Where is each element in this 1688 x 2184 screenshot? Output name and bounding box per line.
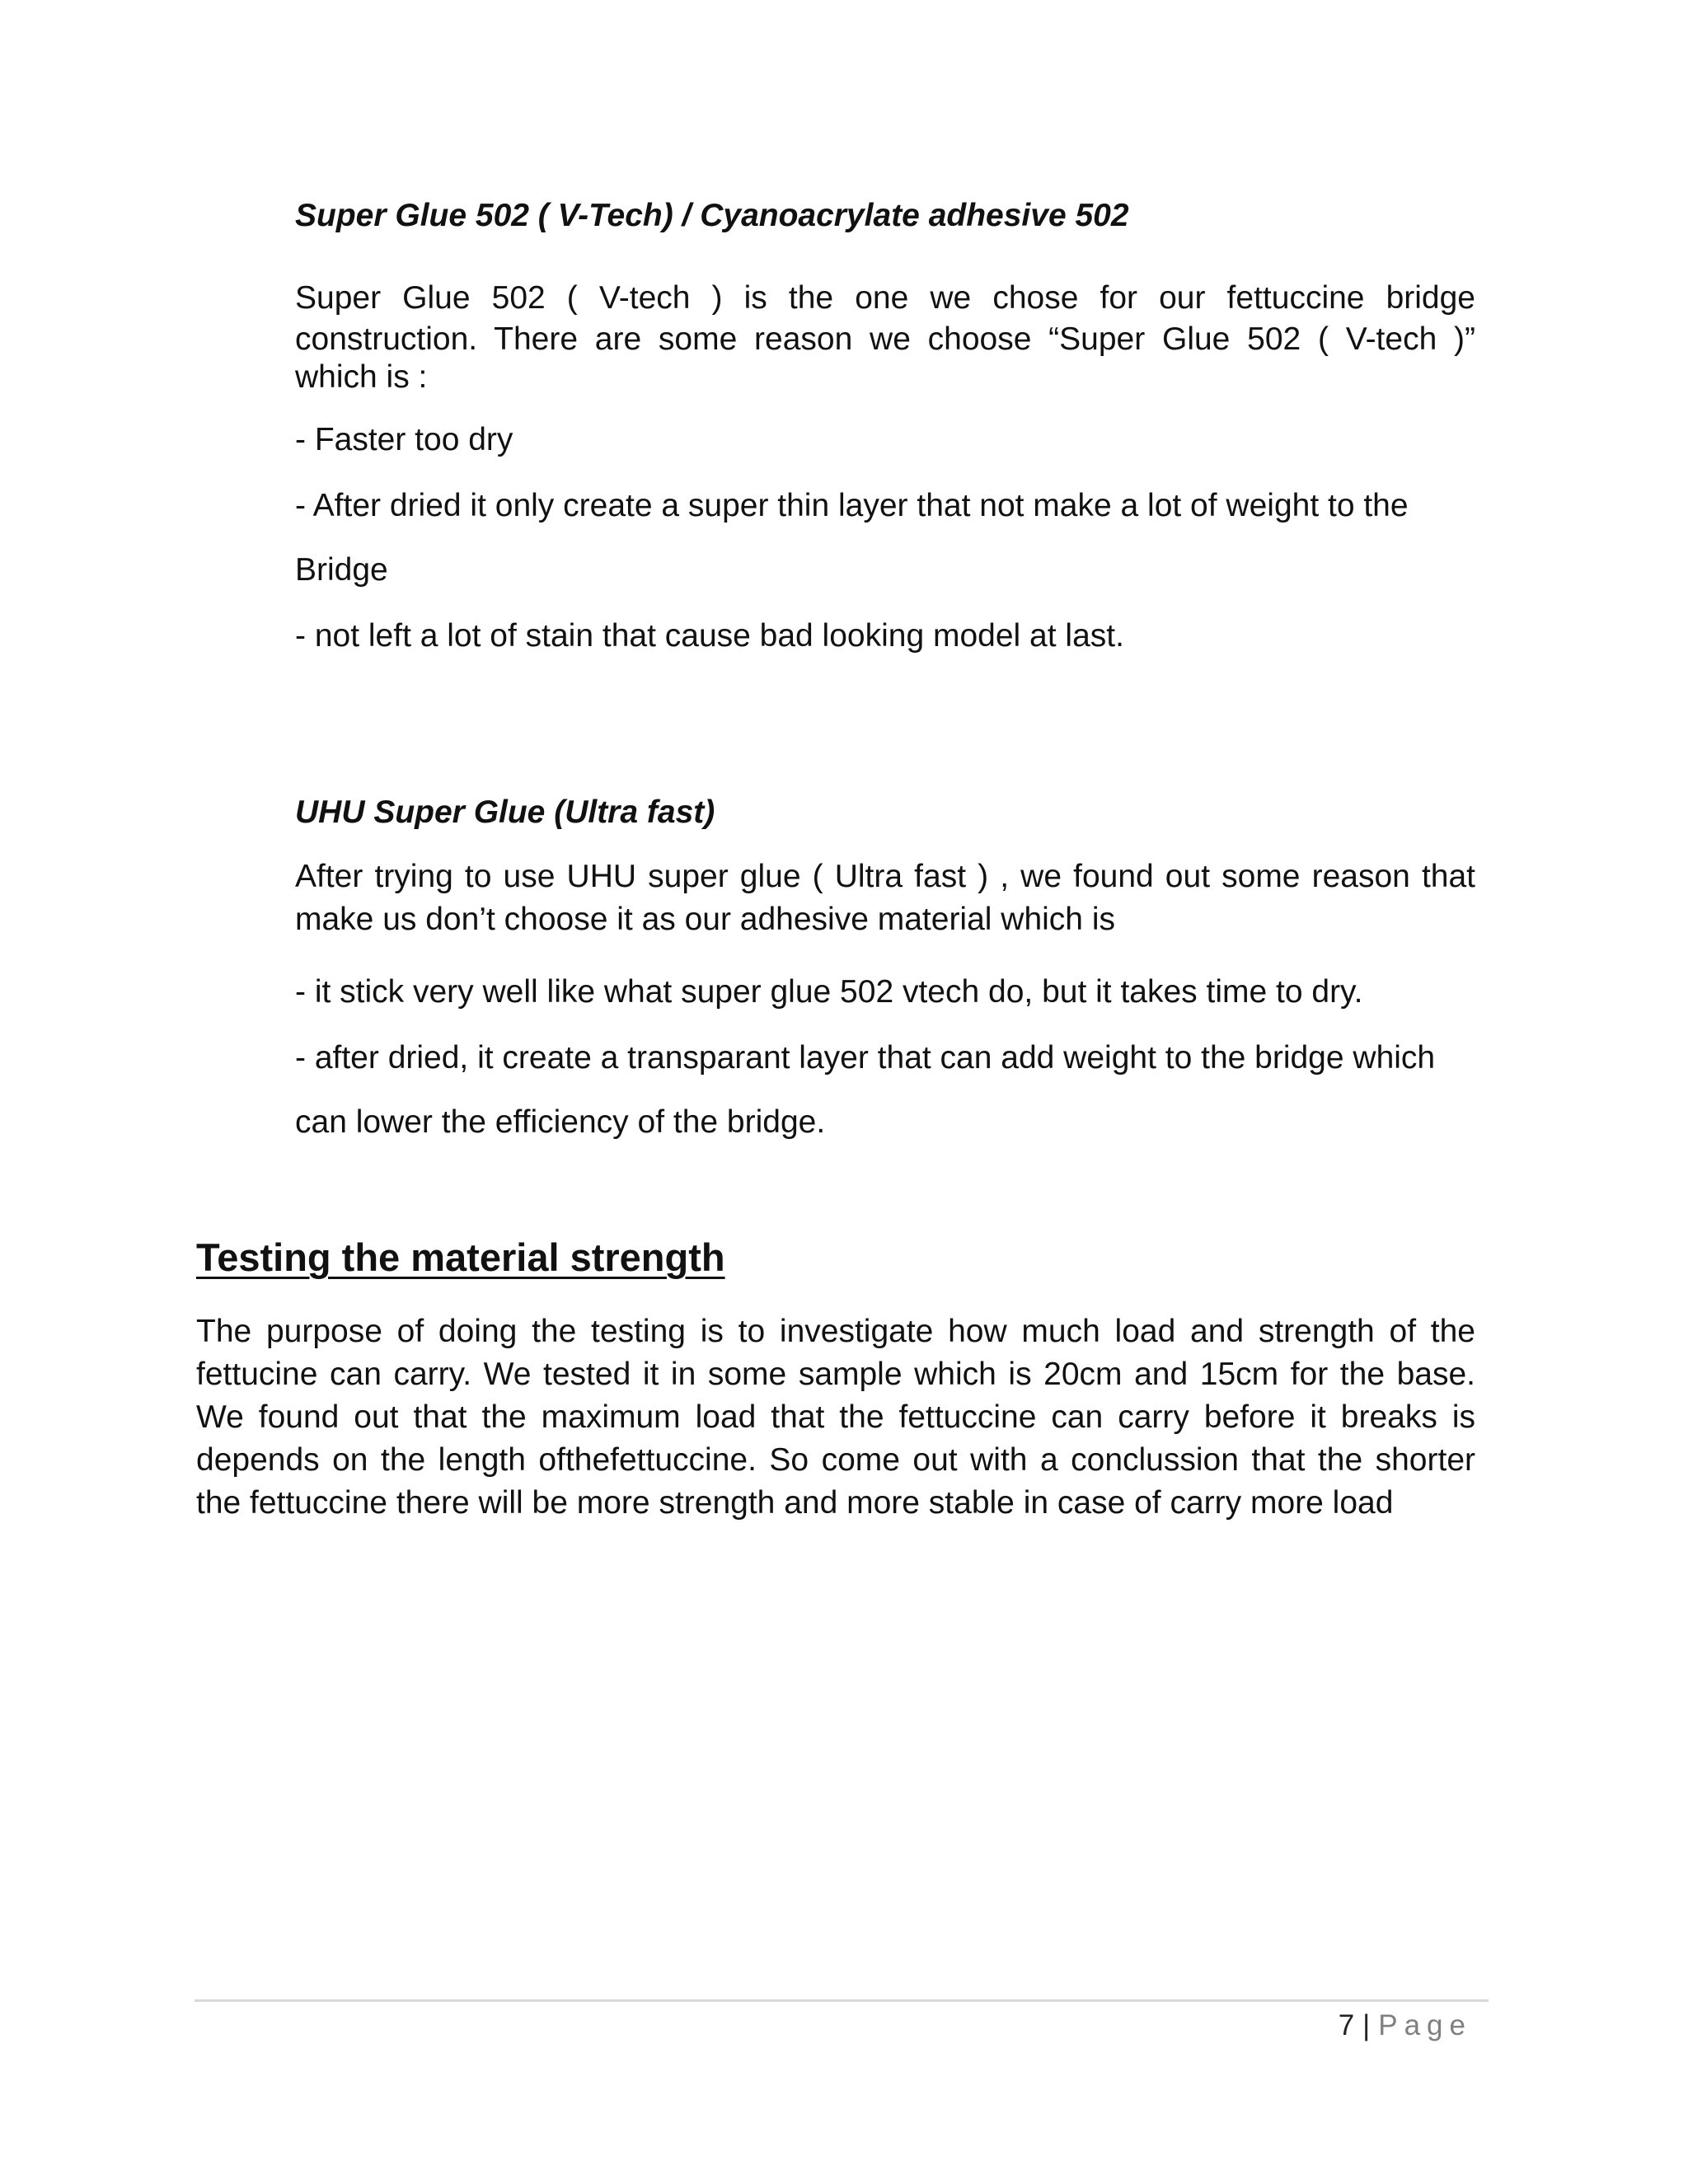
bullet-item: - not left a lot of stain that cause bad looking model at last. <box>295 618 1124 654</box>
paragraph-uhu-super-glue <box>295 855 1475 941</box>
page-number: 7 <box>1338 2009 1355 2041</box>
bullet-item: - after dried, it create a transparant layer that can add weight to the bridge which <box>295 1040 1436 1076</box>
paragraph-super-glue-502 <box>295 277 1475 399</box>
heading-testing-material-strength: Testing the material strength <box>196 1235 725 1279</box>
paragraph-testing <box>196 1310 1475 1525</box>
paragraph-line: The purpose of doing the testing is to investigate how much load and strength of the <box>196 1314 1475 1349</box>
bullet-item: - it stick very well like what super glue 502 vtech do, but it takes time to dry. <box>295 974 1363 1010</box>
footer-divider <box>195 1999 1489 2002</box>
page-footer <box>1339 2008 1472 2044</box>
bullet-item-continuation: Bridge <box>295 552 388 588</box>
page-label: Page <box>1378 2009 1472 2041</box>
paragraph-line: After trying to use UHU super glue ( Ultra fast ) , we found out some reason that <box>295 859 1475 894</box>
paragraph-line: We found out that the maximum load that the fettuccine can carry before it breaks is <box>196 1399 1475 1435</box>
paragraph-line: construction. There are some reason we choose “Super Glue 502 ( V-tech )” <box>295 321 1475 357</box>
section-title-super-glue-502: Super Glue 502 ( V-Tech) / Cyanoacrylate adhesive 502 <box>295 198 1129 233</box>
paragraph-line: the fettuccine there will be more strength and more stable in case of carry more load <box>196 1485 1394 1521</box>
bullet-item: - After dried it only create a super thin layer that not make a lot of weight to the <box>295 488 1409 523</box>
paragraph-line: which is : <box>295 359 428 395</box>
footer-separator: | <box>1362 2009 1371 2041</box>
section-title-uhu-super-glue: UHU Super Glue (Ultra fast) <box>295 794 715 830</box>
paragraph-line: fettucine can carry. We tested it in some sample which is 20cm and 15cm for the base. <box>196 1357 1475 1392</box>
paragraph-line: make us don’t choose it as our adhesive material which is <box>295 902 1115 937</box>
paragraph-line: Super Glue 502 ( V-tech ) is the one we chose for our fettuccine bridge <box>295 280 1475 316</box>
bullet-item-continuation: can lower the efficiency of the bridge. <box>295 1104 826 1140</box>
bullet-item: - Faster too dry <box>295 422 513 457</box>
paragraph-line: depends on the length ofthefettuccine. So come out with a conclussion that the shorter <box>196 1442 1475 1478</box>
